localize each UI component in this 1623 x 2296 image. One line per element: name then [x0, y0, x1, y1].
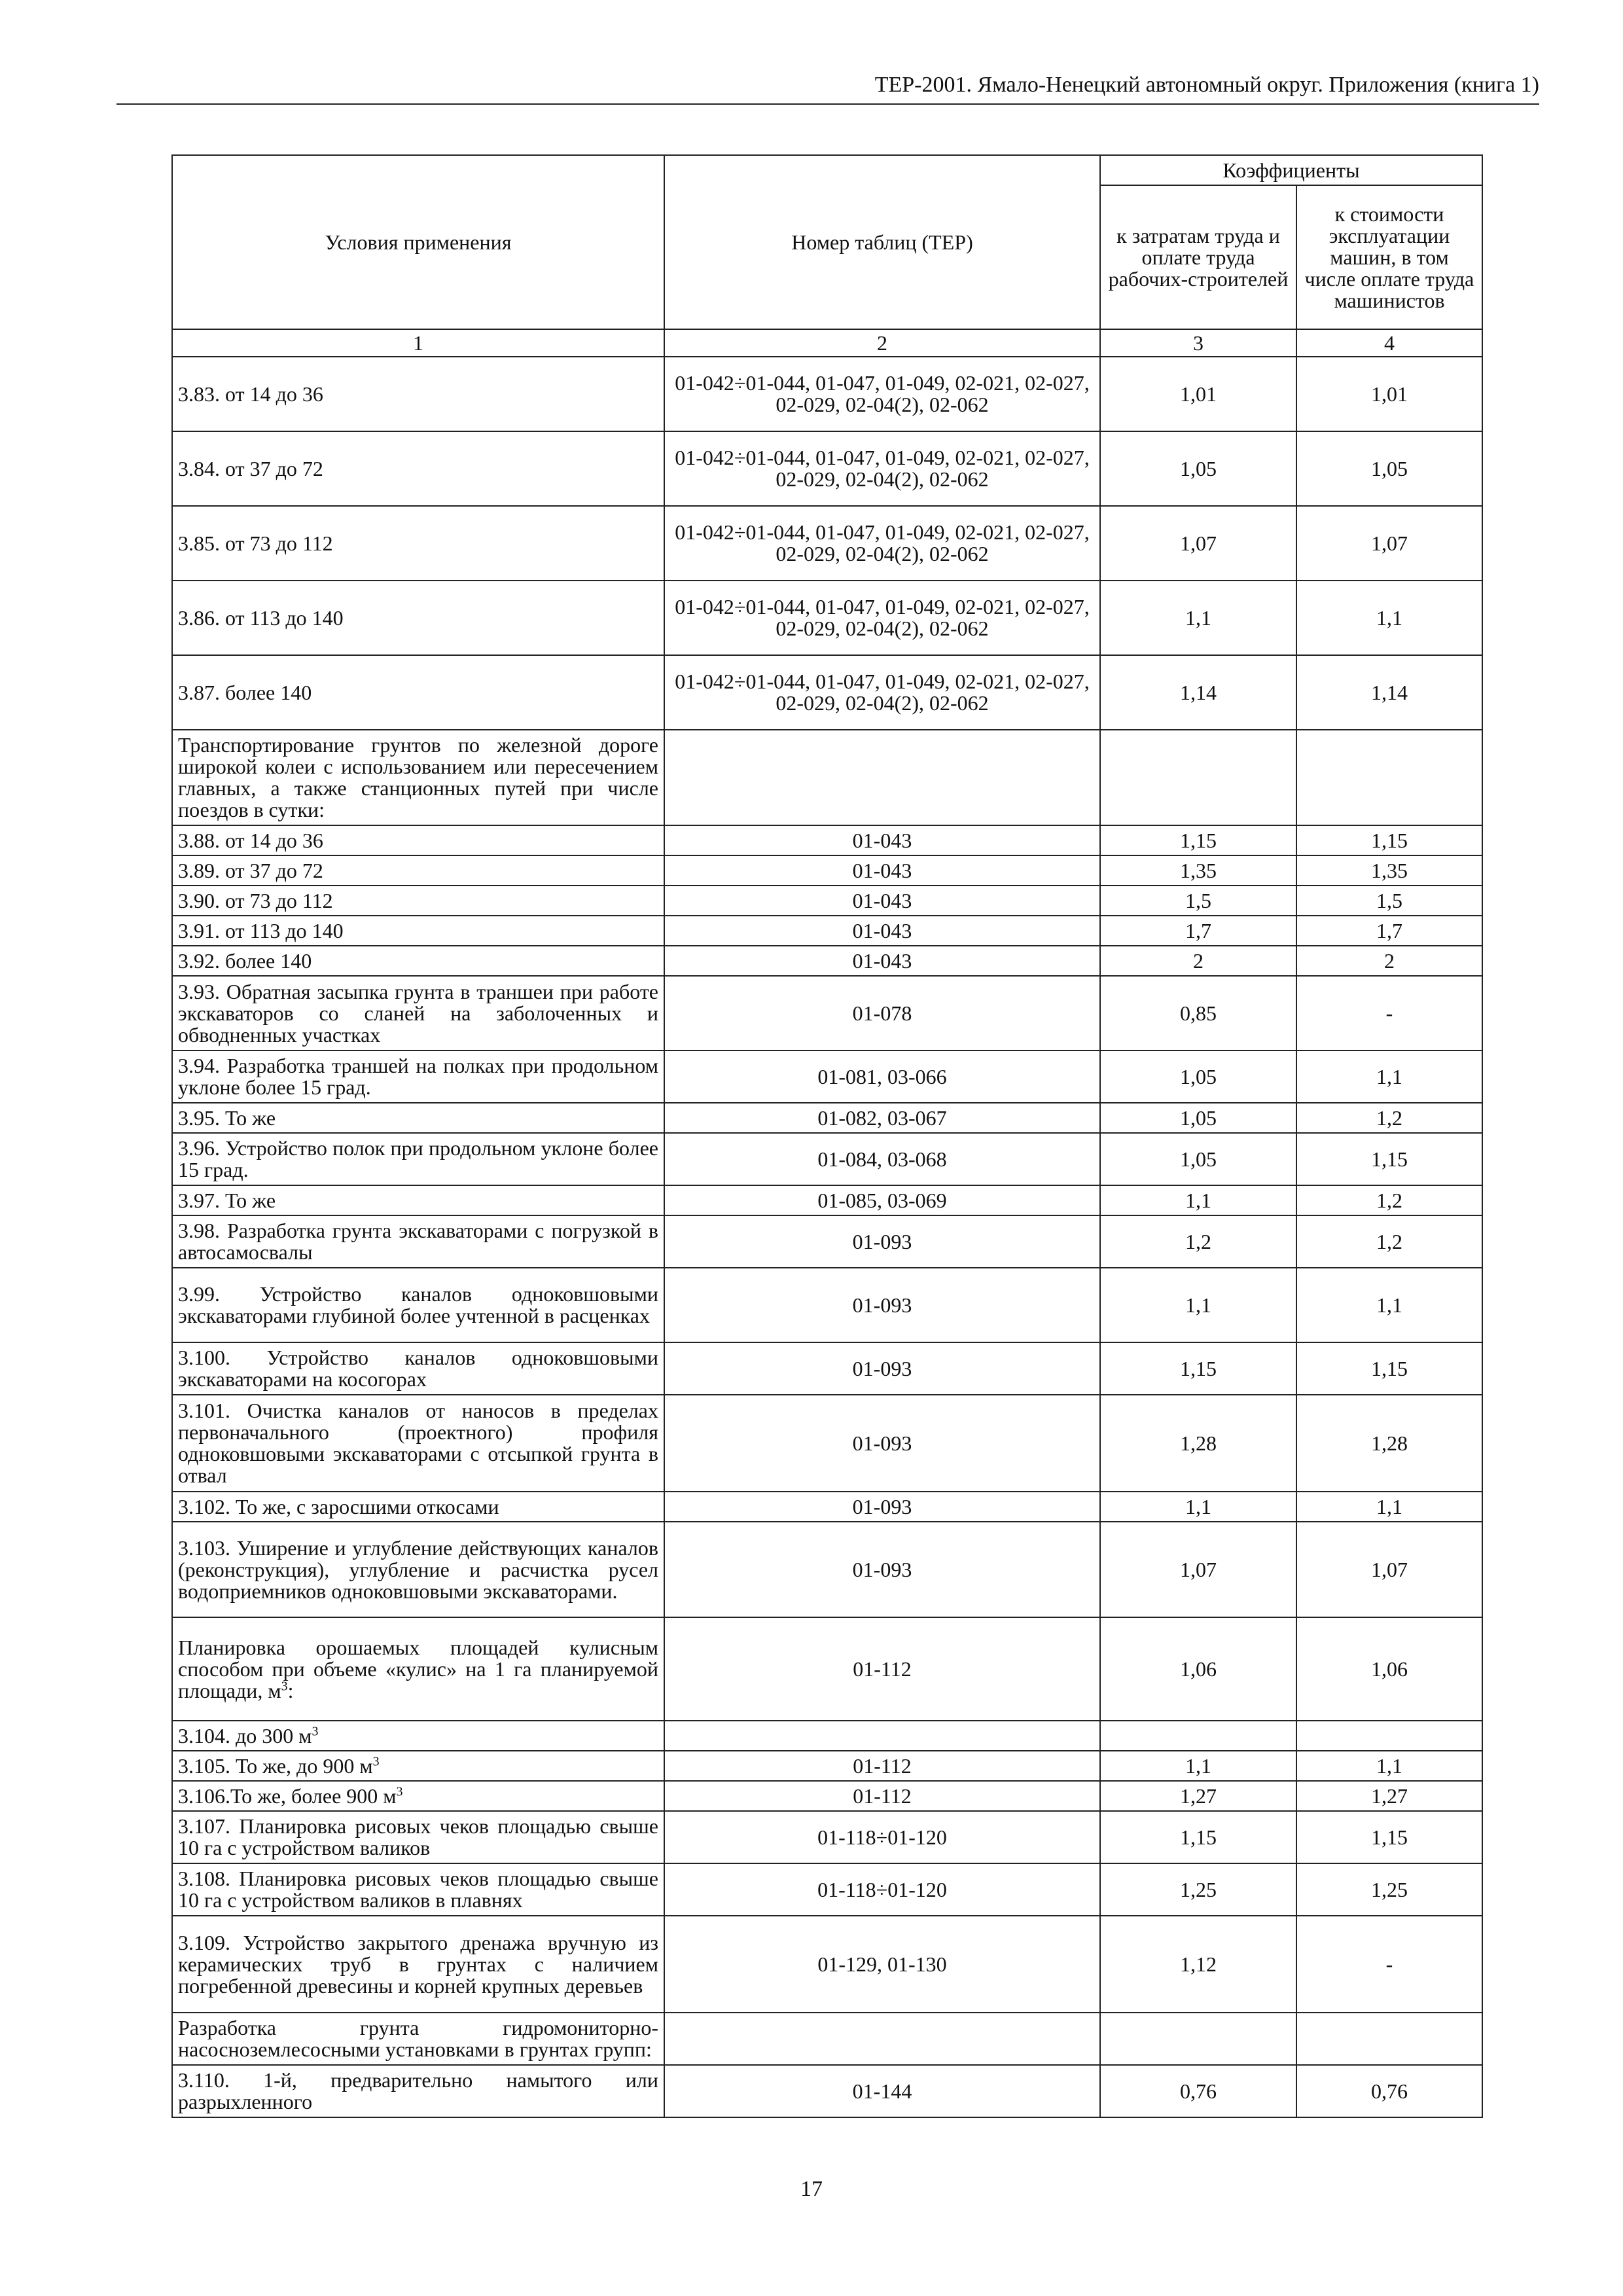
- table-row: [172, 357, 1482, 431]
- table-row: [172, 2065, 1482, 2117]
- cell-condition: 3.90. от 73 до 112: [172, 886, 664, 916]
- cell-condition: 3.96. Устройство полок при продольном уклоне более 15 град.: [172, 1133, 664, 1185]
- table-row: [172, 916, 1482, 946]
- cell-machine-coefficient: 1,15: [1296, 1342, 1482, 1395]
- cell-table-numbers: 01-082, 03-067: [664, 1103, 1100, 1133]
- cell-condition: 3.84. от 37 до 72: [172, 431, 664, 506]
- cell-table-numbers: 01-043: [664, 886, 1100, 916]
- table-row: [172, 855, 1482, 886]
- cell-table-numbers: 01-144: [664, 2065, 1100, 2117]
- cell-labor-coefficient: 1,1: [1100, 1751, 1296, 1781]
- table-row: [172, 1342, 1482, 1395]
- cell-table-numbers: 01-085, 03-069: [664, 1185, 1100, 1215]
- cell-labor-coefficient: 1,15: [1100, 1342, 1296, 1395]
- cell-machine-coefficient: [1296, 2013, 1482, 2065]
- cell-condition: 3.95. То же: [172, 1103, 664, 1133]
- cell-condition: 3.106.То же, более 900 $м^3$: [172, 1781, 664, 1811]
- cell-machine-coefficient: 0,76: [1296, 2065, 1482, 2117]
- cell-condition: Разработка грунта гидромониторно-насосноземлесосными установками в грунтах групп:: [172, 2013, 664, 2065]
- table-row: [172, 2013, 1482, 2065]
- table-row: [172, 1492, 1482, 1522]
- cell-machine-coefficient: 1,2: [1296, 1185, 1482, 1215]
- table-row: [172, 1863, 1482, 1916]
- table-row: [172, 730, 1482, 825]
- cell-condition: 3.104. до 300 $м^3$: [172, 1721, 664, 1751]
- cell-table-numbers: 01-093: [664, 1342, 1100, 1395]
- cell-machine-coefficient: 1,05: [1296, 431, 1482, 506]
- cell-machine-coefficient: 1,07: [1296, 1522, 1482, 1617]
- column-numbers-row: [172, 329, 1482, 357]
- cell-labor-coefficient: 1,35: [1100, 855, 1296, 886]
- cell-condition: 3.94. Разработка траншей на полках при продольном уклоне более 15 град.: [172, 1050, 664, 1103]
- cell-labor-coefficient: 1,01: [1100, 357, 1296, 431]
- cell-machine-coefficient: 1,06: [1296, 1617, 1482, 1721]
- cell-condition: 3.92. более 140: [172, 946, 664, 976]
- cell-condition: 3.102. То же, с заросшими откосами: [172, 1492, 664, 1522]
- cell-labor-coefficient: [1100, 1721, 1296, 1751]
- cell-machine-coefficient: 1,35: [1296, 855, 1482, 886]
- header-labor-coefficient: к затратам труда и оплате труда рабочих-строителей: [1100, 185, 1296, 329]
- cell-table-numbers: 01-093: [664, 1492, 1100, 1522]
- table-row: [172, 1103, 1482, 1133]
- cell-table-numbers: 01-042÷01-044, 01-047, 01-049, 02-021, 02-027, 02-029, 02-04(2), 02-062: [664, 655, 1100, 730]
- cell-table-numbers: 01-042÷01-044, 01-047, 01-049, 02-021, 02-027, 02-029, 02-04(2), 02-062: [664, 506, 1100, 581]
- running-header: ТЕР-2001. Ямало-Ненецкий автономный округ. Приложения (книга 1): [874, 73, 1539, 97]
- cell-table-numbers: 01-112: [664, 1751, 1100, 1781]
- table-row: [172, 1617, 1482, 1721]
- cell-condition: 3.86. от 113 до 140: [172, 581, 664, 655]
- column-number: 2: [664, 329, 1100, 357]
- header-rule: [116, 103, 1539, 105]
- cell-labor-coefficient: [1100, 730, 1296, 825]
- cell-table-numbers: 01-042÷01-044, 01-047, 01-049, 02-021, 02-027, 02-029, 02-04(2), 02-062: [664, 581, 1100, 655]
- cell-machine-coefficient: 1,01: [1296, 357, 1482, 431]
- cell-table-numbers: 01-093: [664, 1395, 1100, 1492]
- cell-machine-coefficient: 2: [1296, 946, 1482, 976]
- cell-labor-coefficient: 1,05: [1100, 1133, 1296, 1185]
- cell-machine-coefficient: 1,1: [1296, 581, 1482, 655]
- cell-machine-coefficient: 1,25: [1296, 1863, 1482, 1916]
- cell-condition: 3.85. от 73 до 112: [172, 506, 664, 581]
- cell-machine-coefficient: [1296, 730, 1482, 825]
- cell-labor-coefficient: 1,05: [1100, 1050, 1296, 1103]
- cell-machine-coefficient: 1,14: [1296, 655, 1482, 730]
- header-coefficients: Коэффициенты: [1100, 155, 1482, 185]
- table-row: [172, 581, 1482, 655]
- cell-condition: 3.93. Обратная засыпка грунта в траншеи при работе экскаваторов со сланей на заболоченных и обводненных участках: [172, 976, 664, 1050]
- cell-labor-coefficient: 0,76: [1100, 2065, 1296, 2117]
- column-number: 1: [172, 329, 664, 357]
- cell-labor-coefficient: 1,2: [1100, 1215, 1296, 1268]
- cell-labor-coefficient: 1,12: [1100, 1916, 1296, 2013]
- table-row: [172, 1811, 1482, 1863]
- cell-condition: 3.107. Планировка рисовых чеков площадью свыше 10 га с устройством валиков: [172, 1811, 664, 1863]
- table-row: [172, 1916, 1482, 2013]
- table-row: [172, 976, 1482, 1050]
- cell-table-numbers: 01-118÷01-120: [664, 1863, 1100, 1916]
- header-conditions: Условия применения: [172, 155, 664, 329]
- cell-table-numbers: 01-081, 03-066: [664, 1050, 1100, 1103]
- table-row: [172, 1522, 1482, 1617]
- cell-labor-coefficient: 1,1: [1100, 1268, 1296, 1342]
- cell-labor-coefficient: 1,06: [1100, 1617, 1296, 1721]
- cell-table-numbers: 01-112: [664, 1617, 1100, 1721]
- cell-condition: 3.89. от 37 до 72: [172, 855, 664, 886]
- cell-labor-coefficient: 1,5: [1100, 886, 1296, 916]
- cell-table-numbers: 01-112: [664, 1781, 1100, 1811]
- cell-labor-coefficient: 1,7: [1100, 916, 1296, 946]
- cell-machine-coefficient: 1,1: [1296, 1050, 1482, 1103]
- cell-labor-coefficient: 1,1: [1100, 581, 1296, 655]
- cell-table-numbers: 01-093: [664, 1215, 1100, 1268]
- table-row: [172, 1133, 1482, 1185]
- page-number: 17: [800, 2177, 823, 2201]
- cell-labor-coefficient: 2: [1100, 946, 1296, 976]
- cell-condition: 3.87. более 140: [172, 655, 664, 730]
- table-row: [172, 655, 1482, 730]
- cell-machine-coefficient: 1,15: [1296, 825, 1482, 855]
- column-number: 3: [1100, 329, 1296, 357]
- cell-condition: 3.98. Разработка грунта экскаваторами с погрузкой в автосамосвалы: [172, 1215, 664, 1268]
- cell-machine-coefficient: 1,07: [1296, 506, 1482, 581]
- table-row: [172, 1268, 1482, 1342]
- cell-machine-coefficient: [1296, 1721, 1482, 1751]
- cell-condition: 3.110. 1-й, предварительно намытого или разрыхленного: [172, 2065, 664, 2117]
- cell-machine-coefficient: 1,15: [1296, 1811, 1482, 1863]
- cell-machine-coefficient: -: [1296, 1916, 1482, 2013]
- cell-labor-coefficient: [1100, 2013, 1296, 2065]
- cell-table-numbers: 01-043: [664, 825, 1100, 855]
- cell-table-numbers: 01-043: [664, 946, 1100, 976]
- table-row: [172, 946, 1482, 976]
- cell-machine-coefficient: 1,2: [1296, 1103, 1482, 1133]
- table-row: [172, 1781, 1482, 1811]
- cell-labor-coefficient: 1,05: [1100, 1103, 1296, 1133]
- cell-machine-coefficient: 1,5: [1296, 886, 1482, 916]
- cell-table-numbers: 01-043: [664, 855, 1100, 886]
- cell-machine-coefficient: -: [1296, 976, 1482, 1050]
- cell-condition: 3.100. Устройство каналов одноковшовыми экскаваторами на косогорах: [172, 1342, 664, 1395]
- cell-table-numbers: 01-093: [664, 1522, 1100, 1617]
- cell-labor-coefficient: 1,1: [1100, 1185, 1296, 1215]
- cell-labor-coefficient: 1,27: [1100, 1781, 1296, 1811]
- cell-labor-coefficient: 1,07: [1100, 506, 1296, 581]
- cell-labor-coefficient: 1,25: [1100, 1863, 1296, 1916]
- cell-condition: Транспортирование грунтов по железной дороге широкой колеи с использованием или пересечением главных, а также станционных путей при числе поездов в сутки:: [172, 730, 664, 825]
- cell-labor-coefficient: 1,14: [1100, 655, 1296, 730]
- cell-machine-coefficient: 1,15: [1296, 1133, 1482, 1185]
- header-table-number: Номер таблиц (ТЕР): [664, 155, 1100, 329]
- cell-condition: 3.83. от 14 до 36: [172, 357, 664, 431]
- table-row: [172, 1395, 1482, 1492]
- cell-labor-coefficient: 1,15: [1100, 825, 1296, 855]
- cell-table-numbers: 01-043: [664, 916, 1100, 946]
- cell-condition: 3.97. То же: [172, 1185, 664, 1215]
- cell-condition: 3.88. от 14 до 36: [172, 825, 664, 855]
- cell-labor-coefficient: 1,05: [1100, 431, 1296, 506]
- cell-labor-coefficient: 1,1: [1100, 1492, 1296, 1522]
- cell-labor-coefficient: 1,15: [1100, 1811, 1296, 1863]
- cell-table-numbers: 01-129, 01-130: [664, 1916, 1100, 2013]
- cell-machine-coefficient: 1,27: [1296, 1781, 1482, 1811]
- table-row: [172, 1185, 1482, 1215]
- cell-machine-coefficient: 1,1: [1296, 1268, 1482, 1342]
- cell-table-numbers: [664, 2013, 1100, 2065]
- cell-condition: 3.101. Очистка каналов от наносов в пределах первоначального (проектного) профиля одноковшовыми экскаваторами с отсыпкой грунта в отвал: [172, 1395, 664, 1492]
- cell-machine-coefficient: 1,28: [1296, 1395, 1482, 1492]
- table-row: [172, 825, 1482, 855]
- cell-table-numbers: 01-118÷01-120: [664, 1811, 1100, 1863]
- cell-table-numbers: 01-093: [664, 1268, 1100, 1342]
- cell-machine-coefficient: 1,7: [1296, 916, 1482, 946]
- table-row: [172, 1751, 1482, 1781]
- coefficients-table: [171, 154, 1483, 2118]
- cell-machine-coefficient: 1,2: [1296, 1215, 1482, 1268]
- cell-table-numbers: 01-042÷01-044, 01-047, 01-049, 02-021, 02-027, 02-029, 02-04(2), 02-062: [664, 357, 1100, 431]
- table-row: [172, 886, 1482, 916]
- table-body: [172, 357, 1482, 2117]
- column-number: 4: [1296, 329, 1482, 357]
- cell-condition: 3.105. То же, до 900 $м^3$: [172, 1751, 664, 1781]
- cell-condition: 3.103. Уширение и углубление действующих каналов (реконструкция), углубление и расчистка русел водоприемников одноковшовыми экскаваторами.: [172, 1522, 664, 1617]
- cell-table-numbers: [664, 1721, 1100, 1751]
- cell-table-numbers: 01-084, 03-068: [664, 1133, 1100, 1185]
- cell-machine-coefficient: 1,1: [1296, 1492, 1482, 1522]
- table-row: [172, 506, 1482, 581]
- cell-condition: 3.109. Устройство закрытого дренажа вручную из керамических труб в грунтах с наличием погребенной древесины и корней крупных деревьев: [172, 1916, 664, 2013]
- table-row: [172, 431, 1482, 506]
- cell-condition: 3.99. Устройство каналов одноковшовыми экскаваторами глубиной более учтенной в расценках: [172, 1268, 664, 1342]
- cell-labor-coefficient: 0,85: [1100, 976, 1296, 1050]
- cell-table-numbers: 01-042÷01-044, 01-047, 01-049, 02-021, 02-027, 02-029, 02-04(2), 02-062: [664, 431, 1100, 506]
- cell-table-numbers: 01-078: [664, 976, 1100, 1050]
- cell-table-numbers: [664, 730, 1100, 825]
- cell-condition: 3.108. Планировка рисовых чеков площадью свыше 10 га с устройством валиков в плавнях: [172, 1863, 664, 1916]
- table-row: [172, 1215, 1482, 1268]
- cell-labor-coefficient: 1,28: [1100, 1395, 1296, 1492]
- cell-labor-coefficient: 1,07: [1100, 1522, 1296, 1617]
- cell-machine-coefficient: 1,1: [1296, 1751, 1482, 1781]
- table-row: [172, 1721, 1482, 1751]
- table-row: [172, 1050, 1482, 1103]
- cell-condition: 3.91. от 113 до 140: [172, 916, 664, 946]
- cell-condition: Планировка орошаемых площадей кулисным способом при объеме «кулис» на 1 га планируемой площади, $м^3$:: [172, 1617, 664, 1721]
- header-machine-coefficient: к стоимости эксплуатации машин, в том числе оплате труда машинистов: [1296, 185, 1482, 329]
